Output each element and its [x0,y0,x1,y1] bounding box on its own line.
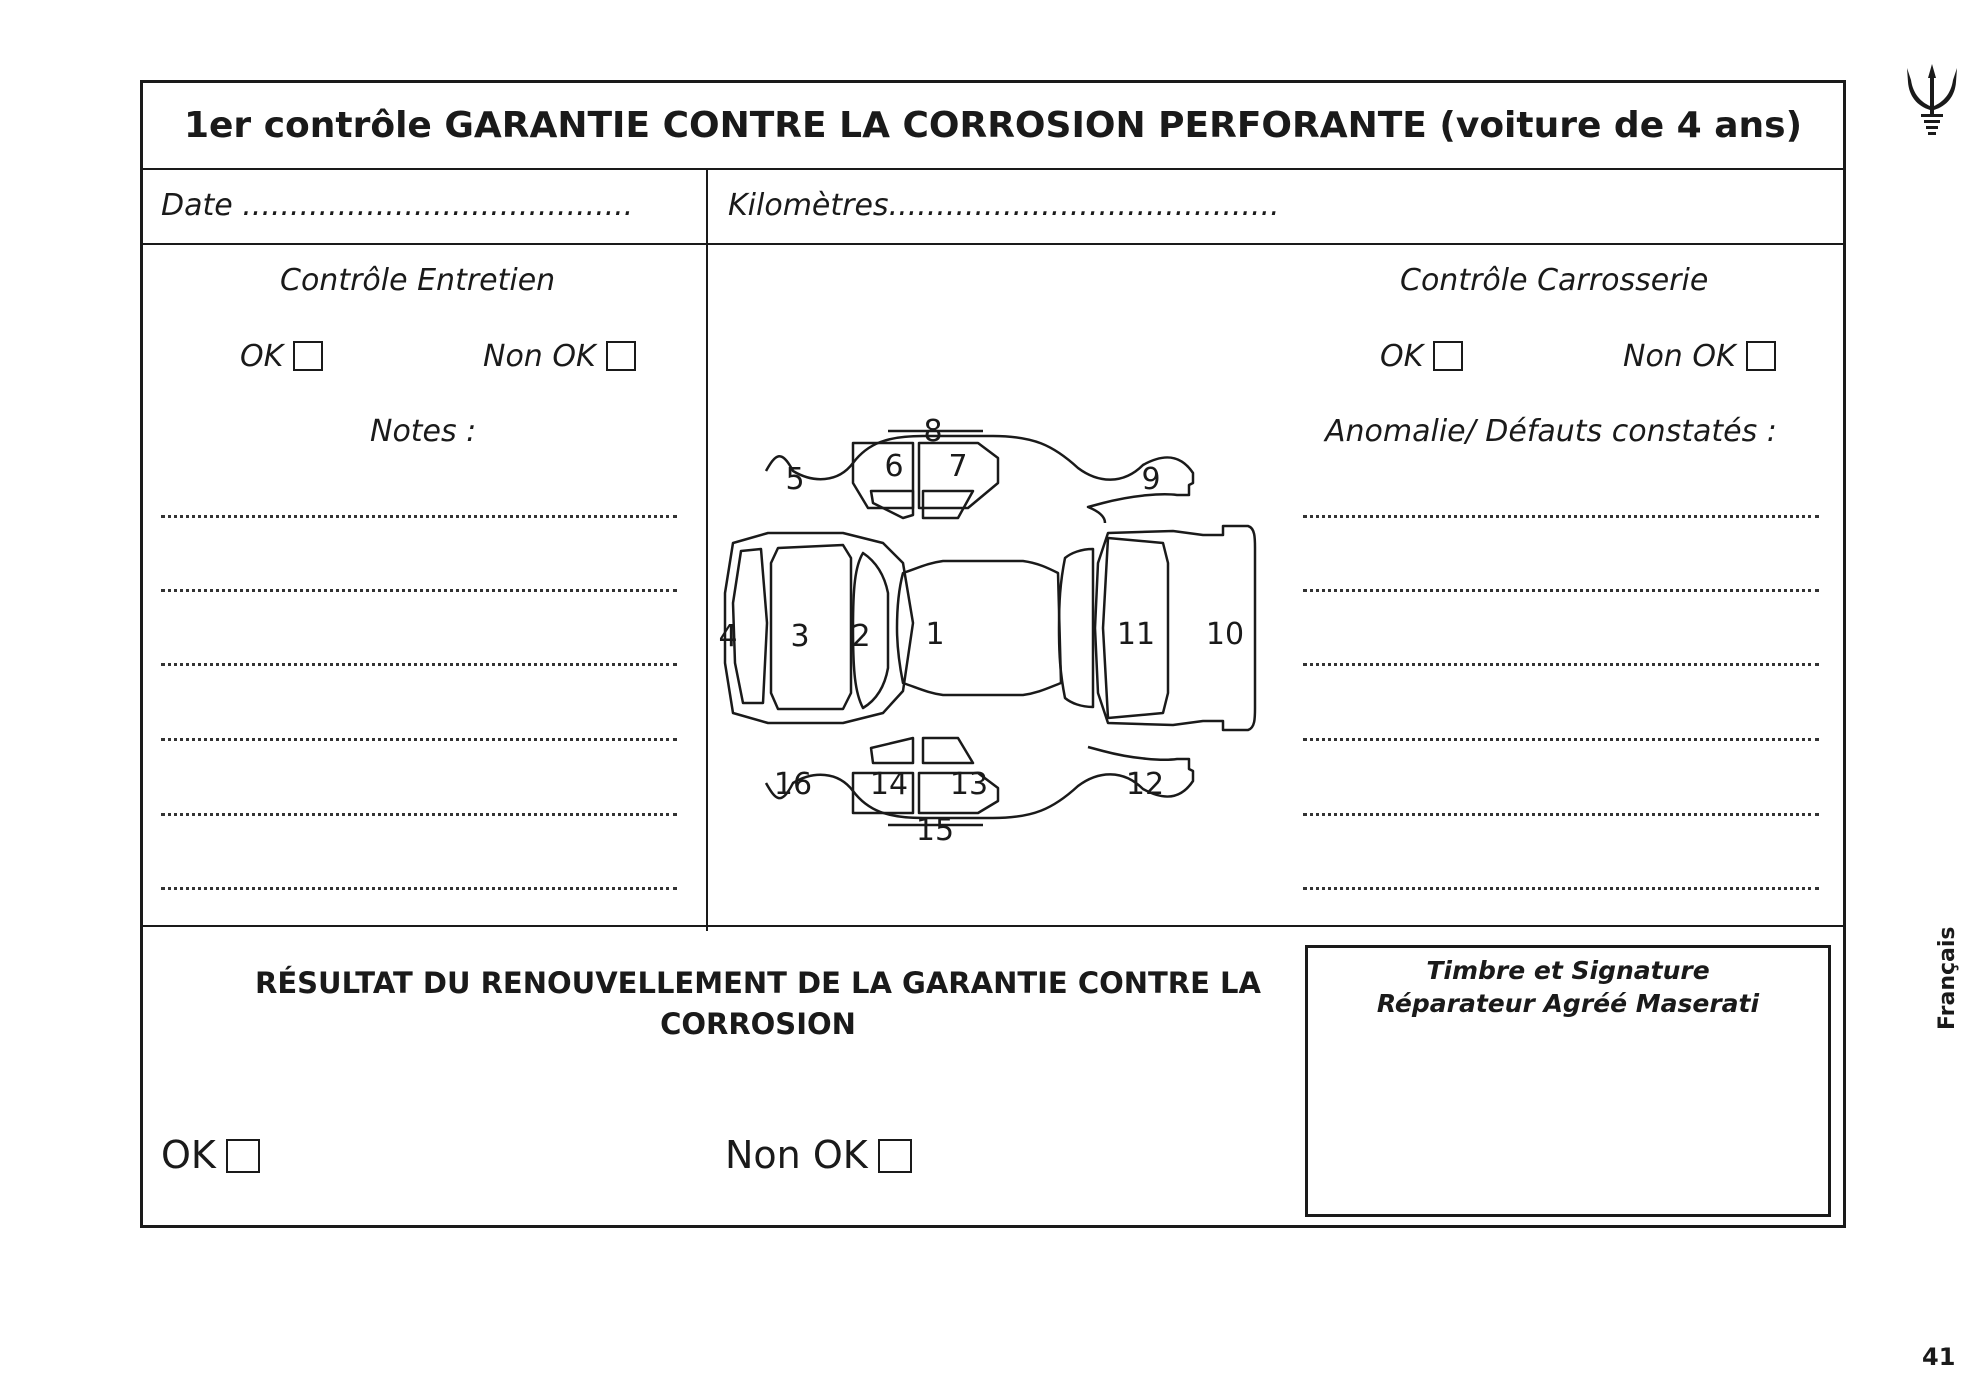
notes-line[interactable] [161,589,677,592]
form-title: 1er contrôle GARANTIE CONTRE LA CORROSION PERFORANTE (voiture de 4 ans) [143,83,1843,170]
diagram-label-2: 2 [851,619,871,654]
maintenance-ok-checkbox[interactable] [293,341,323,371]
date-km-row [143,168,1843,245]
car-outline-top [766,436,1193,523]
maintenance-nonok-label: Non OK [483,339,596,374]
diagram-label-8: 8 [923,414,943,449]
maintenance-nonok-option[interactable] [483,339,636,374]
diagram-label-16: 16 [773,767,813,802]
diagram-label-3: 3 [790,619,810,654]
bodywork-nonok-checkbox[interactable] [1746,341,1776,371]
car-hood-outline [725,533,913,723]
part-4 [733,549,767,703]
bodywork-nonok-option[interactable] [1623,339,1776,374]
notes-line[interactable] [161,887,677,890]
car-body-diagram [703,403,1423,853]
result-ok-checkbox[interactable] [226,1139,260,1173]
diagram-label-15: 15 [915,813,955,848]
kilometres-field[interactable]: Kilomètres......................................... [728,188,1280,223]
diagram-label-5: 5 [785,462,805,497]
part-1 [897,561,1061,695]
page-number: 41 [1922,1343,1956,1371]
part-7-window [923,491,973,518]
result-nonok-checkbox[interactable] [878,1139,912,1173]
diagram-label-6: 6 [884,449,904,484]
part-14-window [871,738,913,763]
bodywork-nonok-label: Non OK [1623,339,1736,374]
part-3 [771,545,851,709]
bodywork-check-heading: Contrôle Carrosserie [1400,263,1709,298]
diagram-label-7: 7 [948,449,968,484]
notes-line[interactable] [161,813,677,816]
diagram-label-9: 9 [1141,462,1161,497]
stamp-line-1: Timbre et Signature [1426,956,1710,985]
part-11 [1059,549,1093,707]
part-6-window [871,491,913,518]
diagram-label-13: 13 [949,767,989,802]
diagram-label-1: 1 [925,617,945,652]
diagram-label-12: 12 [1125,767,1165,802]
diagram-label-10: 10 [1205,617,1245,652]
stamp-signature-box[interactable] [1305,945,1831,1217]
date-field[interactable]: Date ......................................... [161,188,634,223]
maintenance-check-heading: Contrôle Entretien [280,263,556,298]
stamp-line-2: Réparateur Agréé Maserati [1376,989,1760,1018]
bodywork-ok-checkbox[interactable] [1433,341,1463,371]
result-title: RÉSULTAT DU RENOUVELLEMENT DE LA GARANTIE CONTRE LA CORROSION [255,966,1261,1041]
result-nonok-label: Non OK [725,1133,868,1177]
bodywork-ok-label: OK [1380,339,1424,374]
maintenance-nonok-checkbox[interactable] [606,341,636,371]
diagram-label-4: 4 [718,619,738,654]
result-nonok-option[interactable] [725,1133,912,1177]
maintenance-ok-option[interactable] [240,339,323,374]
section-divider [143,925,1843,927]
notes-line[interactable] [161,663,677,666]
defects-label: Anomalie/ Défauts constatés : [1325,414,1777,449]
language-side-label: Français [1935,926,1960,1030]
part-13-window [923,738,973,763]
result-ok-label: OK [161,1133,216,1177]
maserati-trident-logo [1903,64,1961,140]
bodywork-ok-option[interactable] [1380,339,1463,374]
warranty-form [140,80,1846,1228]
notes-label: Notes : [370,414,477,449]
diagram-label-14: 14 [869,767,909,802]
notes-line[interactable] [161,515,677,518]
notes-line[interactable] [161,738,677,741]
defects-line[interactable] [1303,887,1819,890]
diagram-label-11: 11 [1116,617,1156,652]
result-ok-option[interactable] [161,1133,260,1177]
maintenance-ok-label: OK [240,339,284,374]
